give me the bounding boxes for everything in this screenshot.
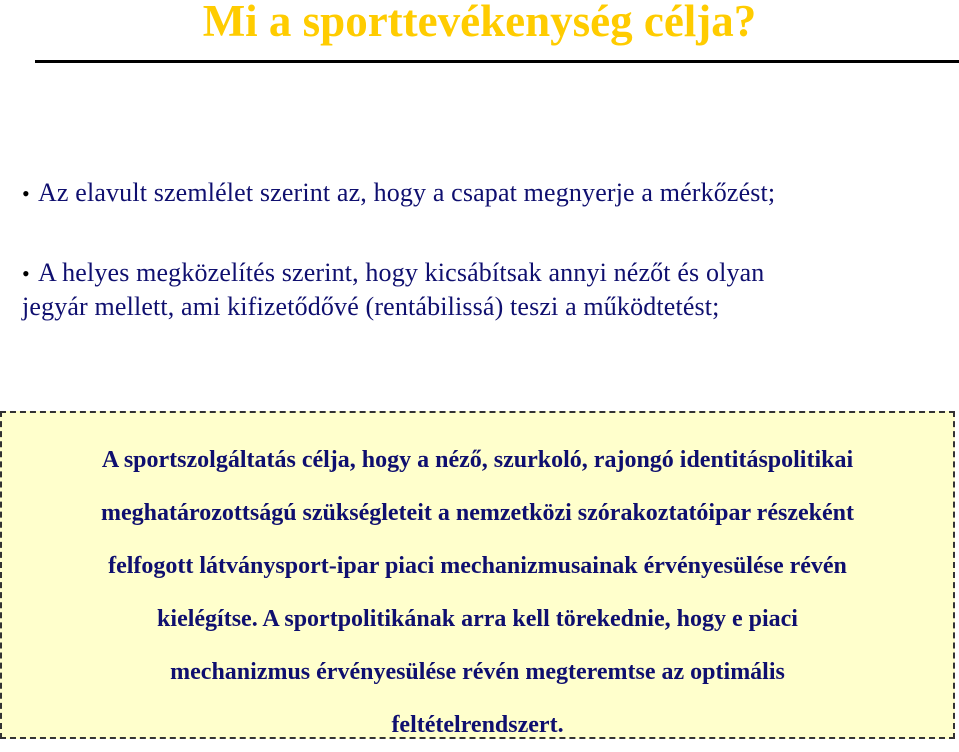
- bullet-text-1: Az elavult szemlélet szerint az, hogy a csapat megnyerje a mérkőzést;: [38, 178, 776, 207]
- highlight-box: [0, 411, 955, 739]
- slide-title: Mi a sporttevékenység célja?: [202, 0, 757, 46]
- title-underline: [35, 60, 959, 63]
- bullet-dot-icon: •: [22, 181, 30, 206]
- bullet-item-2: [22, 256, 959, 323]
- bullet-item-1: [22, 176, 959, 210]
- box-line-1: A sportszolgáltatás célja, hogy a néző, szurkoló, rajongó identitáspolitikai: [101, 447, 854, 473]
- box-line-2: meghatározottságú szükségleteit a nemzetközi szórakoztatóipar részeként: [101, 500, 854, 526]
- bullet-list: [22, 176, 959, 323]
- box-line-5: mechanizmus érvényesülése révén megteremtse az optimális: [170, 659, 785, 685]
- box-line-6: feltételrendszert.: [391, 712, 564, 738]
- bullet-dot-icon: •: [22, 261, 30, 286]
- bullet-text-2-line-2: jegyár mellett, ami kifizetődővé (rentábilissá) teszi a működtetést;: [22, 292, 720, 321]
- box-line-4: kielégítse. A sportpolitikának arra kell törekednie, hogy e piaci: [157, 606, 798, 632]
- box-line-3: felfogott látványsport-ipar piaci mechanizmusainak érvényesülése révén: [108, 553, 847, 579]
- highlight-box-text: [2, 434, 953, 752]
- bullet-text-2-line-1: A helyes megközelítés szerint, hogy kicsábítsak annyi nézőt és olyan: [38, 258, 765, 287]
